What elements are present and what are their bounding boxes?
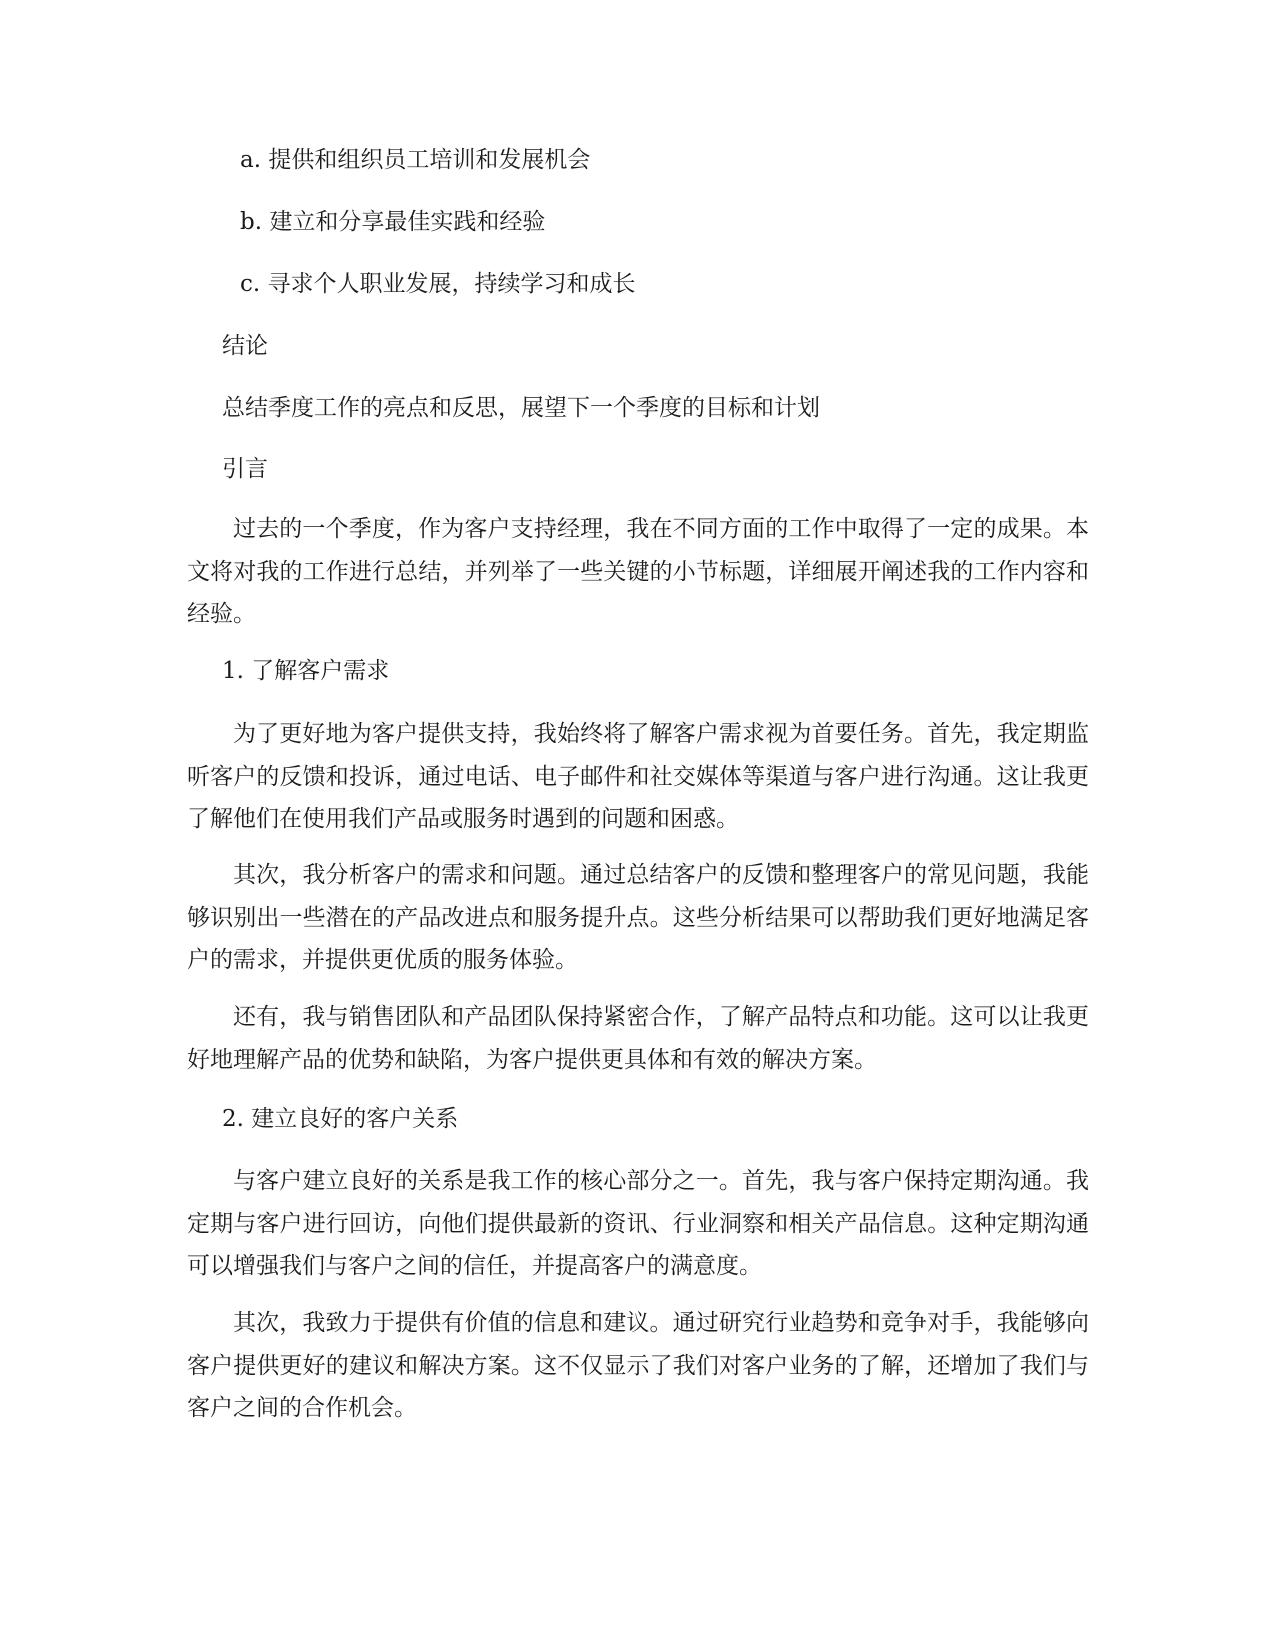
list-item-a: a. 提供和组织员工培训和发展机会 [240, 147, 591, 173]
section1-paragraph-2: 其次，我分析客户的需求和问题。通过总结客户的反馈和整理客户的常见问题，我能够识别出一些潜在的产品改进点和服务提升点。这些分析结果可以帮助我们更好地满足客户的需求，并提供更优质的服务体验。 [187, 862, 1089, 973]
section1-paragraph-1: 为了更好地为客户提供支持，我始终将了解客户需求视为首要任务。首先，我定期监听客户的反馈和投诉，通过电话、电子邮件和社交媒体等渠道与客户进行沟通。这让我更了解他们在使用我们产品或服务时遇到的问题和困惑。 [187, 721, 1089, 832]
list-item-c: c. 寻求个人职业发展，持续学习和成长 [240, 271, 636, 297]
list-item-b: b. 建立和分享最佳实践和经验 [240, 209, 546, 235]
section1-heading: 1. 了解客户需求 [222, 658, 390, 684]
intro-heading: 引言 [222, 456, 268, 482]
section2-heading: 2. 建立良好的客户关系 [222, 1106, 459, 1132]
section1-paragraph-3: 还有，我与销售团队和产品团队保持紧密合作，了解产品特点和功能。这可以让我更好地理解产品的优势和缺陷，为客户提供更具体和有效的解决方案。 [187, 1004, 1089, 1073]
intro-paragraph: 过去的一个季度，作为客户支持经理，我在不同方面的工作中取得了一定的成果。本文将对我的工作进行总结，并列举了一些关键的小节标题，详细展开阐述我的工作内容和经验。 [187, 516, 1089, 627]
section2-paragraph-1: 与客户建立良好的关系是我工作的核心部分之一。首先，我与客户保持定期沟通。我定期与客户进行回访，向他们提供最新的资讯、行业洞察和相关产品信息。这种定期沟通可以增强我们与客户之间的信任，并提高客户的满意度。 [187, 1168, 1089, 1279]
conclusion-heading: 结论 [222, 333, 268, 359]
conclusion-text: 总结季度工作的亮点和反思，展望下一个季度的目标和计划 [222, 395, 820, 421]
section2-paragraph-2: 其次，我致力于提供有价值的信息和建议。通过研究行业趋势和竞争对手，我能够向客户提供更好的建议和解决方案。这不仅显示了我们对客户业务的了解，还增加了我们与客户之间的合作机会。 [187, 1310, 1089, 1421]
